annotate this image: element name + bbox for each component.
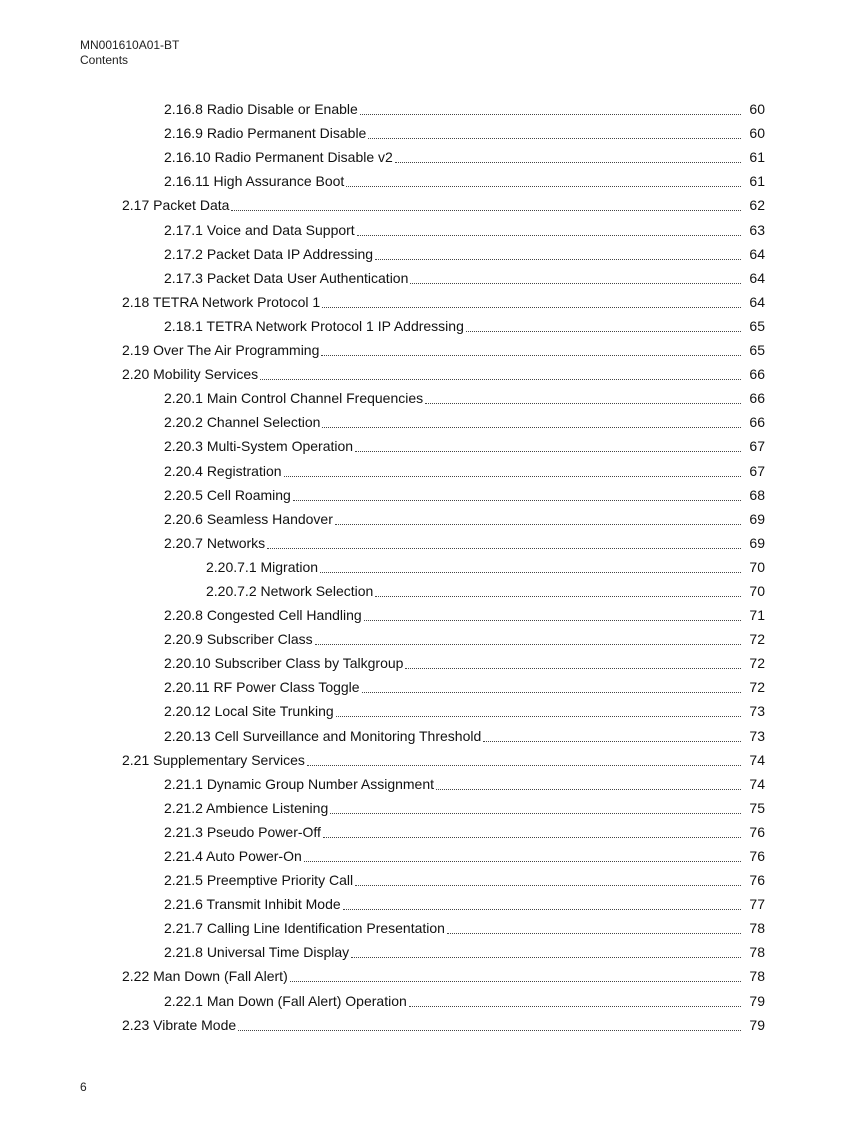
toc-entry[interactable] (0, 626, 866, 650)
toc-entry-title[interactable]: 2.21.3 Pseudo Power-Off (164, 823, 321, 840)
dot-leader (364, 620, 741, 621)
toc-entry-page[interactable]: 65 (749, 317, 765, 334)
dot-leader (321, 355, 741, 356)
dot-leader (260, 379, 741, 380)
toc-entry[interactable] (0, 409, 866, 433)
toc-entry[interactable] (0, 144, 866, 168)
toc-entry-title[interactable]: 2.20 Mobility Services (122, 366, 259, 383)
toc-entry-page[interactable]: 79 (749, 1016, 765, 1033)
dot-leader (409, 1006, 741, 1007)
dot-leader (323, 837, 741, 838)
dot-leader (425, 403, 741, 404)
dot-leader (357, 235, 741, 236)
toc-entry-page[interactable]: 72 (749, 679, 765, 696)
dot-leader (410, 283, 741, 284)
toc-entry-page[interactable]: 69 (749, 534, 765, 551)
toc-entry-page[interactable]: 70 (749, 558, 765, 575)
toc-entry-page[interactable]: 73 (749, 703, 765, 720)
toc-entry-page[interactable]: 65 (749, 342, 765, 359)
toc-entry[interactable] (0, 867, 866, 891)
dot-leader (238, 1030, 741, 1031)
toc-entry-page[interactable]: 61 (749, 149, 765, 166)
dot-leader (335, 524, 741, 525)
toc-entry[interactable] (0, 795, 866, 819)
toc-entry-title[interactable]: 2.21.4 Auto Power-On (164, 848, 302, 864)
dot-leader (293, 500, 741, 501)
toc-entry[interactable] (0, 963, 866, 987)
toc-entry-page[interactable]: 75 (749, 799, 765, 816)
toc-entry[interactable] (0, 578, 866, 602)
toc-entry-page[interactable]: 69 (749, 510, 765, 527)
toc-entry-title[interactable]: 2.21 Supplementary Services (122, 751, 305, 768)
dot-leader (483, 741, 741, 742)
toc-entry-title[interactable]: 2.20.4 Registration (164, 462, 282, 479)
dot-leader (395, 162, 741, 163)
toc-entry-page[interactable]: 66 (749, 390, 765, 407)
toc-entry[interactable] (0, 457, 866, 481)
dot-leader (307, 765, 741, 766)
toc-entry[interactable] (0, 554, 866, 578)
toc-entry-title[interactable]: 2.20.13 Cell Surveillance and Monitoring Threshold (164, 727, 482, 744)
toc-entry-page[interactable]: 76 (749, 872, 765, 889)
toc-entry-page[interactable]: 78 (749, 968, 765, 985)
toc-entry-title[interactable]: 2.20.6 Seamless Handover (164, 510, 333, 527)
toc-entry-title[interactable]: 2.19 Over The Air Programming (122, 342, 320, 359)
toc-entry-page[interactable]: 73 (749, 727, 765, 744)
dot-leader (284, 476, 741, 477)
toc-entry-title[interactable]: 2.16.11 High Assurance Boot (164, 173, 345, 190)
dot-leader (267, 548, 741, 549)
dot-leader (290, 981, 741, 982)
toc-entry-page[interactable]: 78 (749, 920, 765, 937)
toc-entry-title[interactable]: 2.16.9 Radio Permanent Disable (164, 125, 367, 142)
dot-leader (304, 861, 741, 862)
page-number: 6 (80, 1080, 87, 1094)
toc-entry[interactable] (0, 939, 866, 963)
toc-entry[interactable] (0, 192, 866, 216)
toc-entry-title[interactable]: 2.18.1 TETRA Network Protocol 1 IP Addressing (164, 317, 464, 334)
toc-entry-page[interactable]: 61 (749, 173, 765, 190)
dot-leader (466, 331, 741, 332)
toc-entry[interactable] (0, 313, 866, 337)
toc-entry-title[interactable]: 2.20.7.1 Migration (206, 558, 319, 575)
toc-entry-title[interactable]: 2.16.10 Radio Permanent Disable v2 (164, 149, 393, 166)
dot-leader (322, 307, 741, 308)
toc-entry[interactable] (0, 674, 866, 698)
dot-leader (320, 572, 741, 573)
toc-entry[interactable] (0, 819, 866, 843)
toc-entry-title[interactable]: 2.20.10 Subscriber Class by Talkgroup (164, 655, 404, 672)
toc-entry-title[interactable]: 2.20.12 Local Site Trunking (164, 703, 334, 720)
toc-entry-title[interactable]: 2.23 Vibrate Mode (122, 1016, 237, 1033)
toc-entry-title[interactable]: 2.21.1 Dynamic Group Number Assignment (164, 775, 435, 792)
toc-entry-title[interactable]: 2.16.8 Radio Disable or Enable (164, 101, 358, 118)
toc-entry[interactable] (0, 1012, 866, 1036)
dot-leader (330, 813, 741, 814)
dot-leader (355, 451, 741, 452)
toc-entry-title[interactable]: 2.20.7.2 Network Selection (206, 582, 374, 599)
toc-entry-page[interactable]: 64 (749, 269, 765, 286)
toc-entry-page[interactable]: 79 (749, 992, 765, 1009)
toc-entry-title[interactable]: 2.21.5 Preemptive Priority Call (164, 872, 354, 889)
toc-entry[interactable] (0, 241, 866, 265)
toc-entry-title[interactable]: 2.17.3 Packet Data User Authentication (164, 269, 409, 286)
dot-leader (405, 668, 741, 669)
toc-entry-title[interactable]: 2.22.1 Man Down (Fall Alert) Operation (164, 992, 407, 1009)
toc-entry-title[interactable]: 2.17 Packet Data (122, 197, 230, 214)
toc-entry[interactable] (0, 433, 866, 457)
dot-leader (343, 909, 741, 910)
toc-entry-page[interactable]: 78 (749, 944, 765, 961)
dot-leader (360, 114, 741, 115)
toc-entry[interactable] (0, 747, 866, 771)
toc-entry-title[interactable]: 2.20.8 Congested Cell Handling (164, 607, 362, 624)
toc-entry-title[interactable]: 2.21.8 Universal Time Display (164, 944, 350, 961)
toc-entry-title[interactable]: 2.21.2 Ambience Listening (164, 799, 329, 816)
toc-entry[interactable] (0, 289, 866, 313)
dot-leader (447, 933, 741, 934)
toc-entry-title[interactable]: 2.22 Man Down (Fall Alert) (122, 968, 288, 985)
toc-entry[interactable] (0, 265, 866, 289)
toc-entry[interactable] (0, 987, 866, 1011)
toc-entry[interactable] (0, 361, 866, 385)
dot-leader (346, 186, 741, 187)
toc-entry-title[interactable]: 2.20.5 Cell Roaming (164, 486, 291, 503)
toc-entry[interactable] (0, 168, 866, 192)
toc-entry[interactable] (0, 650, 866, 674)
dot-leader (436, 789, 741, 790)
toc-entry-page[interactable]: 64 (749, 245, 765, 262)
toc-entry-title[interactable]: 2.20.9 Subscriber Class (164, 631, 313, 648)
toc-entry-title[interactable]: 2.20.3 Multi-System Operation (164, 438, 354, 455)
dot-leader (315, 644, 741, 645)
toc-entry-page[interactable]: 64 (749, 293, 765, 310)
dot-leader (336, 716, 741, 717)
toc-entry-page[interactable]: 72 (749, 631, 765, 648)
toc-entry-page[interactable]: 60 (749, 101, 765, 118)
toc-entry-title[interactable]: 2.20.7 Networks (164, 534, 266, 551)
toc-entry-title[interactable]: 2.17.1 Voice and Data Support (164, 221, 355, 238)
toc-entry[interactable] (0, 771, 866, 795)
toc-entry-page[interactable]: 76 (749, 848, 765, 864)
dot-leader (368, 138, 741, 139)
toc-entry-page[interactable]: 68 (749, 486, 765, 503)
toc-entry-title[interactable]: 2.21.7 Calling Line Identification Presentation (164, 920, 445, 937)
toc-entry-page[interactable]: 60 (749, 125, 765, 142)
dot-leader (231, 210, 741, 211)
toc-entry[interactable] (0, 915, 866, 939)
toc-entry-title[interactable]: 2.20.1 Main Control Channel Frequencies (164, 390, 424, 407)
toc-entry[interactable] (0, 602, 866, 626)
toc-entry[interactable] (0, 482, 866, 506)
dot-leader (322, 427, 741, 428)
page-header (80, 38, 179, 68)
toc-entry[interactable] (0, 843, 866, 867)
toc-entry[interactable] (0, 698, 866, 722)
toc-entry-page[interactable]: 63 (749, 221, 765, 238)
toc-entry-page[interactable]: 71 (749, 607, 765, 624)
toc-entry-page[interactable]: 72 (749, 655, 765, 672)
toc-entry[interactable] (0, 722, 866, 746)
toc-entry-title[interactable]: 2.18 TETRA Network Protocol 1 (122, 293, 321, 310)
table-of-contents (0, 96, 866, 1036)
dot-leader (375, 259, 741, 260)
toc-entry[interactable] (0, 96, 866, 120)
toc-entry[interactable] (0, 385, 866, 409)
toc-entry[interactable] (0, 506, 866, 530)
toc-entry[interactable] (0, 216, 866, 240)
toc-entry-title[interactable]: 2.17.2 Packet Data IP Addressing (164, 245, 374, 262)
toc-entry-page[interactable]: 66 (749, 414, 765, 431)
toc-entry-page[interactable]: 67 (749, 462, 765, 479)
toc-entry-page[interactable]: 67 (749, 438, 765, 455)
toc-entry-title[interactable]: 2.20.11 RF Power Class Toggle (164, 679, 360, 696)
toc-entry-page[interactable]: 62 (749, 197, 765, 214)
toc-entry-title[interactable]: 2.21.6 Transmit Inhibit Mode (164, 896, 341, 913)
section-name: Contents (80, 53, 129, 67)
document-id: MN001610A01-BT (80, 38, 180, 52)
toc-entry-page[interactable]: 76 (749, 823, 765, 840)
toc-entry[interactable] (0, 530, 866, 554)
toc-entry-page[interactable]: 70 (749, 582, 765, 599)
toc-entry-page[interactable]: 77 (749, 896, 765, 913)
toc-entry-page[interactable]: 74 (749, 751, 765, 768)
dot-leader (355, 885, 741, 886)
toc-entry[interactable] (0, 120, 866, 144)
toc-entry-title[interactable]: 2.20.2 Channel Selection (164, 414, 321, 431)
toc-entry-page[interactable]: 74 (749, 775, 765, 792)
dot-leader (375, 596, 741, 597)
dot-leader (362, 692, 741, 693)
dot-leader (351, 957, 741, 958)
toc-entry-page[interactable]: 66 (749, 366, 765, 383)
toc-entry[interactable] (0, 891, 866, 915)
toc-entry[interactable] (0, 337, 866, 361)
